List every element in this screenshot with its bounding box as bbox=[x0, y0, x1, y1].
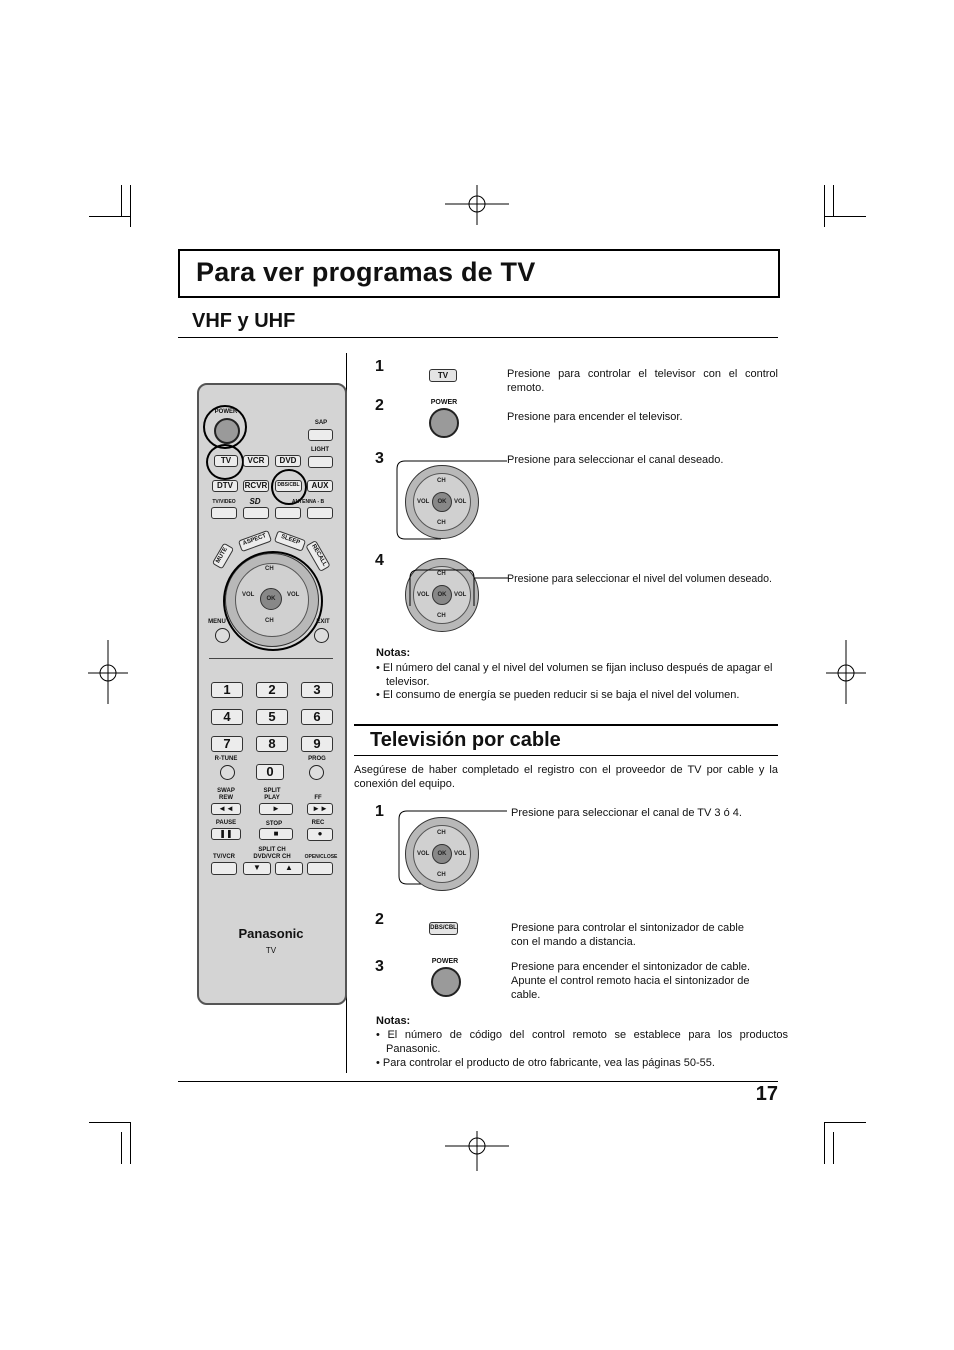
number-5-button[interactable]: 5 bbox=[256, 709, 288, 725]
remote-control bbox=[197, 383, 347, 1005]
ch-down-button[interactable]: ▼ bbox=[243, 862, 271, 875]
ch-up-label: CH bbox=[437, 478, 446, 484]
light-label: LIGHT bbox=[311, 447, 329, 453]
registration-mark bbox=[445, 185, 509, 225]
number-6-button[interactable]: 6 bbox=[301, 709, 333, 725]
number-9-button[interactable]: 9 bbox=[301, 736, 333, 752]
crop-mark bbox=[89, 216, 131, 217]
ch-down-label: CH bbox=[265, 618, 274, 624]
tv-vcr-label: TV/VCR bbox=[212, 854, 235, 860]
step-text: Presione para controlar el sintonizador de cable con el mando a distancia. bbox=[511, 922, 744, 948]
ch-up-button[interactable]: ▲ bbox=[275, 862, 303, 875]
swap-label: SWAP bbox=[217, 788, 235, 794]
r-tune-label: R-TUNE bbox=[214, 756, 238, 762]
r-tune-button[interactable] bbox=[220, 765, 235, 780]
note-item: • El número del canal y el nivel del volumen se fijan incluso después de apagar el televisor. bbox=[376, 662, 773, 688]
crop-mark bbox=[833, 1132, 834, 1164]
step-text: Presione para seleccionar el canal deseado. bbox=[507, 454, 724, 466]
section-heading-cable: Televisión por cable bbox=[370, 729, 561, 751]
prog-label: PROG bbox=[308, 756, 326, 762]
vol-up-label: VOL bbox=[454, 592, 467, 598]
dbs-cbl-button-illustration: DBS/CBL bbox=[429, 922, 458, 935]
highlight-circle bbox=[223, 551, 323, 651]
open-close-button[interactable] bbox=[307, 862, 333, 875]
model-label: TV bbox=[265, 946, 277, 955]
divider bbox=[178, 337, 778, 338]
highlight-circle bbox=[206, 444, 244, 480]
brand-logo: Panasonic bbox=[238, 926, 304, 941]
vol-up-label: VOL bbox=[454, 499, 467, 505]
menu-button[interactable] bbox=[215, 628, 230, 643]
rew-label: REW bbox=[219, 795, 233, 801]
number-8-button[interactable]: 8 bbox=[256, 736, 288, 752]
notes-heading: Notas: bbox=[376, 1015, 411, 1027]
dbs-cbl-button[interactable]: DBS/CBL bbox=[275, 480, 302, 492]
step-text: Presione para controlar el televisor con el control remoto. bbox=[507, 368, 778, 394]
crop-mark bbox=[824, 1122, 825, 1164]
sap-button[interactable] bbox=[308, 429, 333, 441]
antenna-button[interactable] bbox=[275, 507, 301, 519]
dvd-vcr-ch-label: DVD/VCR CH bbox=[253, 854, 291, 860]
split-ch-label: SPLIT CH bbox=[258, 847, 286, 853]
divider bbox=[209, 658, 333, 659]
ok-button[interactable]: OK bbox=[260, 588, 282, 610]
sap-label: SAP bbox=[314, 420, 328, 426]
antenna-label: ANTENNA - B bbox=[291, 499, 325, 505]
aux-button[interactable]: AUX bbox=[307, 480, 333, 492]
crop-mark bbox=[121, 185, 122, 217]
divider bbox=[178, 1081, 778, 1082]
registration-mark bbox=[826, 640, 866, 704]
play-label: PLAY bbox=[264, 795, 280, 801]
power-label: POWER bbox=[431, 958, 459, 965]
number-1-button[interactable]: 1 bbox=[211, 682, 243, 698]
power-button-illustration bbox=[431, 967, 461, 997]
pause-label: PAUSE bbox=[215, 820, 237, 826]
step-number: 4 bbox=[375, 552, 384, 569]
ok-button-illustration: OK bbox=[432, 585, 452, 605]
rec-label: REC bbox=[311, 820, 325, 826]
menu-label: MENU bbox=[208, 619, 226, 625]
vol-up-label: VOL bbox=[454, 851, 467, 857]
crop-mark bbox=[130, 1122, 131, 1164]
step-text: Presione para seleccionar el canal de TV 3 ó 4. bbox=[511, 807, 742, 819]
step-number: 3 bbox=[375, 450, 384, 467]
registration-mark bbox=[445, 1131, 509, 1171]
section-heading-vhf-uhf: VHF y UHF bbox=[192, 310, 296, 332]
power-label: POWER bbox=[430, 399, 458, 406]
tv-button-illustration: TV bbox=[429, 369, 457, 382]
crop-mark bbox=[824, 185, 825, 227]
vcr-button[interactable]: VCR bbox=[243, 455, 269, 467]
step-number: 2 bbox=[375, 397, 384, 414]
power-button-illustration bbox=[429, 408, 459, 438]
number-7-button[interactable]: 7 bbox=[211, 736, 243, 752]
mute-button[interactable]: MUTE bbox=[212, 543, 234, 570]
tv-video-button[interactable] bbox=[211, 507, 237, 519]
crop-mark bbox=[824, 216, 866, 217]
page-title: Para ver programas de TV bbox=[196, 257, 536, 287]
stop-button[interactable]: ■ bbox=[259, 828, 293, 840]
prog-button[interactable] bbox=[309, 765, 324, 780]
step-number: 1 bbox=[375, 358, 384, 375]
ok-button-illustration: OK bbox=[432, 844, 452, 864]
step-text: Presione para encender el televisor. bbox=[507, 411, 683, 423]
notes-heading: Notas: bbox=[376, 647, 411, 659]
step-number: 2 bbox=[375, 911, 384, 928]
vol-down-label: VOL bbox=[417, 592, 430, 598]
ch-down-label: CH bbox=[437, 520, 446, 526]
pause-button[interactable]: ❚❚ bbox=[211, 828, 241, 840]
sd-button[interactable] bbox=[243, 507, 269, 519]
exit-button[interactable] bbox=[314, 628, 329, 643]
play-button[interactable]: ► bbox=[259, 803, 293, 815]
intro-text: Asegúrese de haber completado el registro con el proveedor de TV por cable y la conexión del equipo. bbox=[354, 764, 778, 790]
dvd-button[interactable]: DVD bbox=[275, 455, 301, 467]
open-close-label: OPEN/CLOSE bbox=[304, 854, 338, 860]
page-title-box bbox=[178, 249, 780, 298]
step-number: 1 bbox=[375, 803, 384, 820]
highlight-circle bbox=[203, 405, 247, 449]
number-2-button[interactable]: 2 bbox=[256, 682, 288, 698]
number-3-button[interactable]: 3 bbox=[301, 682, 333, 698]
number-4-button[interactable]: 4 bbox=[211, 709, 243, 725]
split-label: SPLIT bbox=[263, 788, 281, 794]
fast-forward-button[interactable]: ►► bbox=[307, 803, 333, 815]
antenna-b-button[interactable] bbox=[307, 507, 333, 519]
note-item: • Para controlar el producto de otro fabricante, vea las páginas 50-55. bbox=[376, 1057, 715, 1069]
crop-mark bbox=[89, 1122, 131, 1123]
vol-down-label: VOL bbox=[417, 851, 430, 857]
vol-up-label: VOL bbox=[287, 592, 300, 598]
crop-mark bbox=[130, 185, 131, 227]
vol-down-label: VOL bbox=[242, 592, 255, 598]
step-text: Presione para seleccionar el nivel del volumen deseado. bbox=[507, 573, 773, 585]
registration-mark bbox=[88, 640, 128, 704]
sleep-button[interactable]: SLEEP bbox=[274, 530, 306, 552]
record-button[interactable]: ● bbox=[307, 828, 333, 841]
recall-button[interactable]: RECALL bbox=[305, 540, 330, 572]
stop-label: STOP bbox=[265, 821, 283, 827]
dtv-button[interactable]: DTV bbox=[212, 480, 238, 492]
ch-up-label: CH bbox=[265, 566, 274, 572]
divider bbox=[354, 755, 778, 756]
ok-button-illustration: OK bbox=[432, 492, 452, 512]
divider bbox=[354, 724, 778, 726]
sd-logo: SD bbox=[249, 497, 261, 506]
tv-button[interactable]: TV bbox=[214, 455, 238, 467]
ch-up-label: CH bbox=[437, 571, 446, 577]
vol-down-label: VOL bbox=[417, 499, 430, 505]
tv-vcr-button[interactable] bbox=[211, 862, 237, 875]
callout-bracket bbox=[408, 568, 508, 608]
step-text: Presione para encender el sintonizador de cable. Apunte el control remoto hacia el sintonizador de cable. bbox=[511, 961, 751, 1001]
exit-label: EXIT bbox=[316, 619, 330, 625]
aspect-button[interactable]: ASPECT bbox=[238, 530, 272, 552]
rcvr-button[interactable]: RCVR bbox=[244, 481, 268, 490]
tv-video-label: TV/VIDEO bbox=[212, 499, 236, 505]
power-label: POWER bbox=[214, 409, 238, 415]
ch-up-label: CH bbox=[437, 830, 446, 836]
note-item: • El número de código del control remoto se establece para los productos Panasonic. bbox=[376, 1029, 788, 1055]
ch-down-label: CH bbox=[437, 872, 446, 878]
note-item: • El consumo de energía se pueden reducir si se baja el nivel del volumen. bbox=[376, 689, 740, 701]
crop-mark bbox=[833, 185, 834, 217]
crop-mark bbox=[824, 1122, 866, 1123]
step-number: 3 bbox=[375, 958, 384, 975]
crop-mark bbox=[121, 1132, 122, 1164]
page-number: 17 bbox=[755, 1083, 778, 1105]
number-0-button[interactable]: 0 bbox=[256, 764, 284, 780]
ch-down-label: CH bbox=[437, 613, 446, 619]
light-button[interactable] bbox=[308, 456, 333, 468]
rewind-button[interactable]: ◄◄ bbox=[211, 803, 241, 815]
ff-label: FF bbox=[314, 795, 322, 801]
